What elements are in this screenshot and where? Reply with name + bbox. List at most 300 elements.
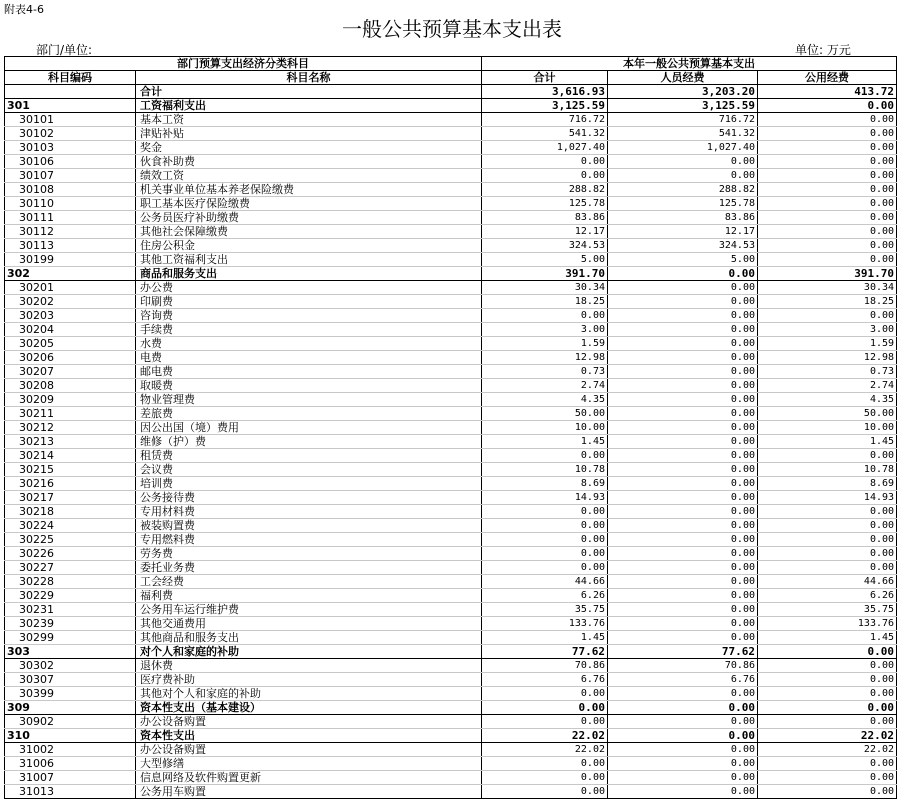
table-row: [5, 225, 897, 239]
row-public: 0.00: [758, 99, 897, 113]
row-code: 30206: [5, 351, 136, 365]
row-name: 基本工资: [136, 113, 482, 127]
table-row: [5, 407, 897, 421]
table-row: [5, 337, 897, 351]
header-code: 科目编码: [5, 71, 136, 85]
row-name: 水费: [136, 337, 482, 351]
row-public: 0.00: [758, 673, 897, 687]
row-name: 培训费: [136, 477, 482, 491]
row-code: 30199: [5, 253, 136, 267]
table-row: [5, 687, 897, 701]
header-group-classification: 部门预算支出经济分类科目: [5, 57, 482, 71]
row-personnel: 0.00: [608, 281, 758, 295]
row-total: 12.17: [482, 225, 608, 239]
row-name: 住房公积金: [136, 239, 482, 253]
table-row: [5, 757, 897, 771]
row-personnel: 0.00: [608, 617, 758, 631]
table-row: [5, 701, 897, 715]
row-total: 0.00: [482, 169, 608, 183]
row-total: 0.00: [482, 309, 608, 323]
row-personnel: 541.32: [608, 127, 758, 141]
row-total: 70.86: [482, 659, 608, 673]
row-name: 机关事业单位基本养老保险缴费: [136, 183, 482, 197]
row-personnel: 83.86: [608, 211, 758, 225]
row-name: 印刷费: [136, 295, 482, 309]
row-total: 18.25: [482, 295, 608, 309]
row-total: 391.70: [482, 267, 608, 281]
row-public: 0.00: [758, 141, 897, 155]
row-total: 0.73: [482, 365, 608, 379]
row-public: 0.00: [758, 183, 897, 197]
row-personnel: 288.82: [608, 183, 758, 197]
row-total: 2.74: [482, 379, 608, 393]
row-code: 30209: [5, 393, 136, 407]
row-name: 工会经费: [136, 575, 482, 589]
row-total: 1.45: [482, 435, 608, 449]
row-name: 办公设备购置: [136, 743, 482, 757]
header-total: 合计: [482, 71, 608, 85]
row-code: 30107: [5, 169, 136, 183]
row-total: 0.00: [482, 155, 608, 169]
row-code: 30218: [5, 505, 136, 519]
row-total: 35.75: [482, 603, 608, 617]
table-row: [5, 393, 897, 407]
row-public: 0.00: [758, 155, 897, 169]
row-personnel: 0.00: [608, 701, 758, 715]
row-code: 30226: [5, 547, 136, 561]
table-row: [5, 631, 897, 645]
row-personnel: 0.00: [608, 547, 758, 561]
row-personnel: 0.00: [608, 295, 758, 309]
row-personnel: 0.00: [608, 309, 758, 323]
table-row: [5, 365, 897, 379]
row-total: 0.00: [482, 785, 608, 799]
table-row: [5, 141, 897, 155]
row-code: 30102: [5, 127, 136, 141]
row-total: 22.02: [482, 743, 608, 757]
row-public: 0.00: [758, 127, 897, 141]
row-personnel: 0.00: [608, 491, 758, 505]
row-public: 18.25: [758, 295, 897, 309]
row-public: 0.00: [758, 211, 897, 225]
department-label: 部门/单位:: [36, 43, 93, 57]
row-personnel: 0.00: [608, 589, 758, 603]
row-name: 对个人和家庭的补助: [136, 645, 482, 659]
row-name: 专用材料费: [136, 505, 482, 519]
row-total: 0.00: [482, 701, 608, 715]
row-public: 22.02: [758, 743, 897, 757]
row-total: 10.00: [482, 421, 608, 435]
table-row: [5, 785, 897, 799]
row-public: 0.00: [758, 547, 897, 561]
row-code: 31013: [5, 785, 136, 799]
table-row: [5, 645, 897, 659]
row-total: 44.66: [482, 575, 608, 589]
row-total: 14.93: [482, 491, 608, 505]
row-total: 10.78: [482, 463, 608, 477]
row-name: 维修（护）费: [136, 435, 482, 449]
row-code: 30201: [5, 281, 136, 295]
row-code: 303: [5, 645, 136, 659]
row-total: 0.00: [482, 715, 608, 729]
row-personnel: 125.78: [608, 197, 758, 211]
row-code: 30224: [5, 519, 136, 533]
row-public: 0.00: [758, 771, 897, 785]
row-code: 30208: [5, 379, 136, 393]
row-public: 0.00: [758, 519, 897, 533]
page-title: 一般公共预算基本支出表: [342, 17, 562, 41]
row-personnel: 0.00: [608, 351, 758, 365]
row-personnel: 5.00: [608, 253, 758, 267]
table-row: [5, 743, 897, 757]
row-personnel: 1,027.40: [608, 141, 758, 155]
row-name: 办公设备购置: [136, 715, 482, 729]
row-public: 3.00: [758, 323, 897, 337]
row-code: 30214: [5, 449, 136, 463]
row-personnel: 0.00: [608, 743, 758, 757]
row-public: 6.26: [758, 589, 897, 603]
table-row: [5, 589, 897, 603]
row-code: 30103: [5, 141, 136, 155]
row-personnel: 0.00: [608, 631, 758, 645]
header-name: 科目名称: [136, 71, 482, 85]
table-row: [5, 211, 897, 225]
row-personnel: 0.00: [608, 267, 758, 281]
row-name: 物业管理费: [136, 393, 482, 407]
table-row: [5, 197, 897, 211]
row-name: 邮电费: [136, 365, 482, 379]
row-personnel: 0.00: [608, 575, 758, 589]
expenditure-table: [4, 56, 897, 799]
table-row: [5, 575, 897, 589]
row-code: 30229: [5, 589, 136, 603]
row-code: 30205: [5, 337, 136, 351]
table-row: [5, 547, 897, 561]
row-code: 30204: [5, 323, 136, 337]
row-total: 125.78: [482, 197, 608, 211]
row-name: 津贴补贴: [136, 127, 482, 141]
row-personnel: 3,203.20: [608, 85, 758, 99]
table-row: [5, 169, 897, 183]
row-total: 8.69: [482, 477, 608, 491]
row-personnel: 716.72: [608, 113, 758, 127]
table-row: [5, 281, 897, 295]
row-public: 0.00: [758, 785, 897, 799]
row-code: [5, 85, 136, 99]
row-code: 30202: [5, 295, 136, 309]
row-personnel: 0.00: [608, 715, 758, 729]
row-code: 30207: [5, 365, 136, 379]
table-row: [5, 99, 897, 113]
row-personnel: 0.00: [608, 323, 758, 337]
table-row: [5, 533, 897, 547]
row-code: 30203: [5, 309, 136, 323]
row-public: 0.00: [758, 715, 897, 729]
row-public: 391.70: [758, 267, 897, 281]
row-personnel: 0.00: [608, 393, 758, 407]
row-name: 委托业务费: [136, 561, 482, 575]
row-total: 0.00: [482, 505, 608, 519]
row-personnel: 70.86: [608, 659, 758, 673]
row-name: 职工基本医疗保险缴费: [136, 197, 482, 211]
row-total: 3,125.59: [482, 99, 608, 113]
row-code: 30215: [5, 463, 136, 477]
row-public: 133.76: [758, 617, 897, 631]
row-code: 30108: [5, 183, 136, 197]
row-name: 伙食补助费: [136, 155, 482, 169]
table-row: [5, 449, 897, 463]
row-total: 0.00: [482, 533, 608, 547]
row-name: 其他商品和服务支出: [136, 631, 482, 645]
table-row: [5, 127, 897, 141]
row-code: 30212: [5, 421, 136, 435]
unit-label: 单位: 万元: [795, 43, 851, 57]
row-personnel: 0.00: [608, 463, 758, 477]
table-row: [5, 113, 897, 127]
row-personnel: 77.62: [608, 645, 758, 659]
row-code: 30110: [5, 197, 136, 211]
row-public: 0.00: [758, 169, 897, 183]
row-personnel: 0.00: [608, 687, 758, 701]
row-public: 8.69: [758, 477, 897, 491]
row-code: 302: [5, 267, 136, 281]
row-name: 公务接待费: [136, 491, 482, 505]
row-public: 0.00: [758, 225, 897, 239]
row-total: 1.45: [482, 631, 608, 645]
row-public: 0.00: [758, 505, 897, 519]
row-public: 0.00: [758, 757, 897, 771]
table-row: [5, 421, 897, 435]
row-personnel: 3,125.59: [608, 99, 758, 113]
row-public: 0.00: [758, 561, 897, 575]
row-public: 10.78: [758, 463, 897, 477]
row-code: 30112: [5, 225, 136, 239]
row-code: 30239: [5, 617, 136, 631]
table-row: [5, 309, 897, 323]
table-row: [5, 729, 897, 743]
table-row: [5, 715, 897, 729]
row-public: 0.73: [758, 365, 897, 379]
row-public: 12.98: [758, 351, 897, 365]
table-row: [5, 463, 897, 477]
header-personnel: 人员经费: [608, 71, 758, 85]
table-row: [5, 477, 897, 491]
row-name: 租赁费: [136, 449, 482, 463]
row-total: 0.00: [482, 771, 608, 785]
row-personnel: 0.00: [608, 435, 758, 449]
row-total: 0.00: [482, 687, 608, 701]
row-name: 资本性支出（基本建设）: [136, 701, 482, 715]
row-personnel: 324.53: [608, 239, 758, 253]
row-personnel: 0.00: [608, 785, 758, 799]
row-public: 4.35: [758, 393, 897, 407]
table-row: [5, 505, 897, 519]
table-row: [5, 491, 897, 505]
row-total: 541.32: [482, 127, 608, 141]
row-code: 30902: [5, 715, 136, 729]
row-total: 3.00: [482, 323, 608, 337]
row-public: 0.00: [758, 239, 897, 253]
row-name: 商品和服务支出: [136, 267, 482, 281]
row-code: 30211: [5, 407, 136, 421]
row-personnel: 12.17: [608, 225, 758, 239]
row-code: 30399: [5, 687, 136, 701]
row-name: 专用燃料费: [136, 533, 482, 547]
row-code: 30111: [5, 211, 136, 225]
row-code: 30217: [5, 491, 136, 505]
row-public: 0.00: [758, 687, 897, 701]
row-public: 10.00: [758, 421, 897, 435]
row-total: 22.02: [482, 729, 608, 743]
row-name: 绩效工资: [136, 169, 482, 183]
row-total: 4.35: [482, 393, 608, 407]
table-row: [5, 155, 897, 169]
row-name: 资本性支出: [136, 729, 482, 743]
row-personnel: 0.00: [608, 407, 758, 421]
row-personnel: 0.00: [608, 379, 758, 393]
table-row: [5, 379, 897, 393]
row-name: 其他对个人和家庭的补助: [136, 687, 482, 701]
table-header: [5, 57, 897, 85]
row-total: 1,027.40: [482, 141, 608, 155]
row-code: 30299: [5, 631, 136, 645]
row-public: 0.00: [758, 113, 897, 127]
row-total: 77.62: [482, 645, 608, 659]
row-personnel: 0.00: [608, 519, 758, 533]
row-name: 公务员医疗补助缴费: [136, 211, 482, 225]
table-row: [5, 239, 897, 253]
row-public: 50.00: [758, 407, 897, 421]
table-row: [5, 183, 897, 197]
row-personnel: 0.00: [608, 169, 758, 183]
row-public: 0.00: [758, 533, 897, 547]
row-personnel: 0.00: [608, 421, 758, 435]
row-public: 0.00: [758, 645, 897, 659]
row-code: 30213: [5, 435, 136, 449]
row-name: 大型修缮: [136, 757, 482, 771]
row-public: 44.66: [758, 575, 897, 589]
row-name: 奖金: [136, 141, 482, 155]
row-total: 1.59: [482, 337, 608, 351]
row-public: 0.00: [758, 309, 897, 323]
row-public: 413.72: [758, 85, 897, 99]
row-code: 30101: [5, 113, 136, 127]
row-name: 因公出国（境）费用: [136, 421, 482, 435]
table-row: [5, 617, 897, 631]
row-name: 其他交通费用: [136, 617, 482, 631]
row-total: 0.00: [482, 449, 608, 463]
row-public: 30.34: [758, 281, 897, 295]
row-name: 办公费: [136, 281, 482, 295]
table-row: [5, 659, 897, 673]
row-total: 3,616.93: [482, 85, 608, 99]
row-public: 35.75: [758, 603, 897, 617]
row-personnel: 0.00: [608, 533, 758, 547]
table-row: [5, 85, 897, 99]
row-name: 医疗费补助: [136, 673, 482, 687]
row-name: 其他工资福利支出: [136, 253, 482, 267]
row-name: 其他社会保障缴费: [136, 225, 482, 239]
row-name: 劳务费: [136, 547, 482, 561]
row-personnel: 6.76: [608, 673, 758, 687]
row-code: 31007: [5, 771, 136, 785]
row-name: 工资福利支出: [136, 99, 482, 113]
row-total: 30.34: [482, 281, 608, 295]
row-personnel: 0.00: [608, 449, 758, 463]
row-total: 0.00: [482, 757, 608, 771]
row-code: 301: [5, 99, 136, 113]
row-total: 83.86: [482, 211, 608, 225]
row-code: 30113: [5, 239, 136, 253]
table-row: [5, 253, 897, 267]
row-name: 取暖费: [136, 379, 482, 393]
table-row: [5, 267, 897, 281]
row-code: 30225: [5, 533, 136, 547]
row-name: 福利费: [136, 589, 482, 603]
appendix-note: 附表4-6: [4, 3, 44, 16]
row-personnel: 0.00: [608, 771, 758, 785]
table-row: [5, 771, 897, 785]
row-code: 309: [5, 701, 136, 715]
row-code: 31002: [5, 743, 136, 757]
row-name: 公务用车运行维护费: [136, 603, 482, 617]
header-group-budget: 本年一般公共预算基本支出: [482, 57, 897, 71]
row-total: 6.76: [482, 673, 608, 687]
row-personnel: 0.00: [608, 561, 758, 575]
row-public: 1.45: [758, 435, 897, 449]
row-public: 0.00: [758, 197, 897, 211]
row-name: 退休费: [136, 659, 482, 673]
row-total: 716.72: [482, 113, 608, 127]
row-code: 30228: [5, 575, 136, 589]
table-row: [5, 673, 897, 687]
row-name: 咨询费: [136, 309, 482, 323]
row-code: 30231: [5, 603, 136, 617]
row-public: 1.59: [758, 337, 897, 351]
row-name: 被装购置费: [136, 519, 482, 533]
row-code: 31006: [5, 757, 136, 771]
row-name: 信息网络及软件购置更新: [136, 771, 482, 785]
row-total: 288.82: [482, 183, 608, 197]
row-code: 30302: [5, 659, 136, 673]
table-row: [5, 519, 897, 533]
row-total: 133.76: [482, 617, 608, 631]
row-total: 5.00: [482, 253, 608, 267]
row-public: 22.02: [758, 729, 897, 743]
row-name: 差旅费: [136, 407, 482, 421]
row-personnel: 0.00: [608, 477, 758, 491]
row-public: 14.93: [758, 491, 897, 505]
row-personnel: 0.00: [608, 505, 758, 519]
table-row: [5, 351, 897, 365]
row-personnel: 0.00: [608, 729, 758, 743]
row-public: 2.74: [758, 379, 897, 393]
row-name: 会议费: [136, 463, 482, 477]
row-total: 6.26: [482, 589, 608, 603]
row-personnel: 0.00: [608, 365, 758, 379]
row-personnel: 0.00: [608, 337, 758, 351]
row-total: 324.53: [482, 239, 608, 253]
row-personnel: 0.00: [608, 603, 758, 617]
row-total: 0.00: [482, 519, 608, 533]
row-name: 合计: [136, 85, 482, 99]
row-code: 30216: [5, 477, 136, 491]
row-code: 30227: [5, 561, 136, 575]
header-public: 公用经费: [758, 71, 897, 85]
row-total: 50.00: [482, 407, 608, 421]
row-public: 0.00: [758, 253, 897, 267]
row-total: 0.00: [482, 561, 608, 575]
